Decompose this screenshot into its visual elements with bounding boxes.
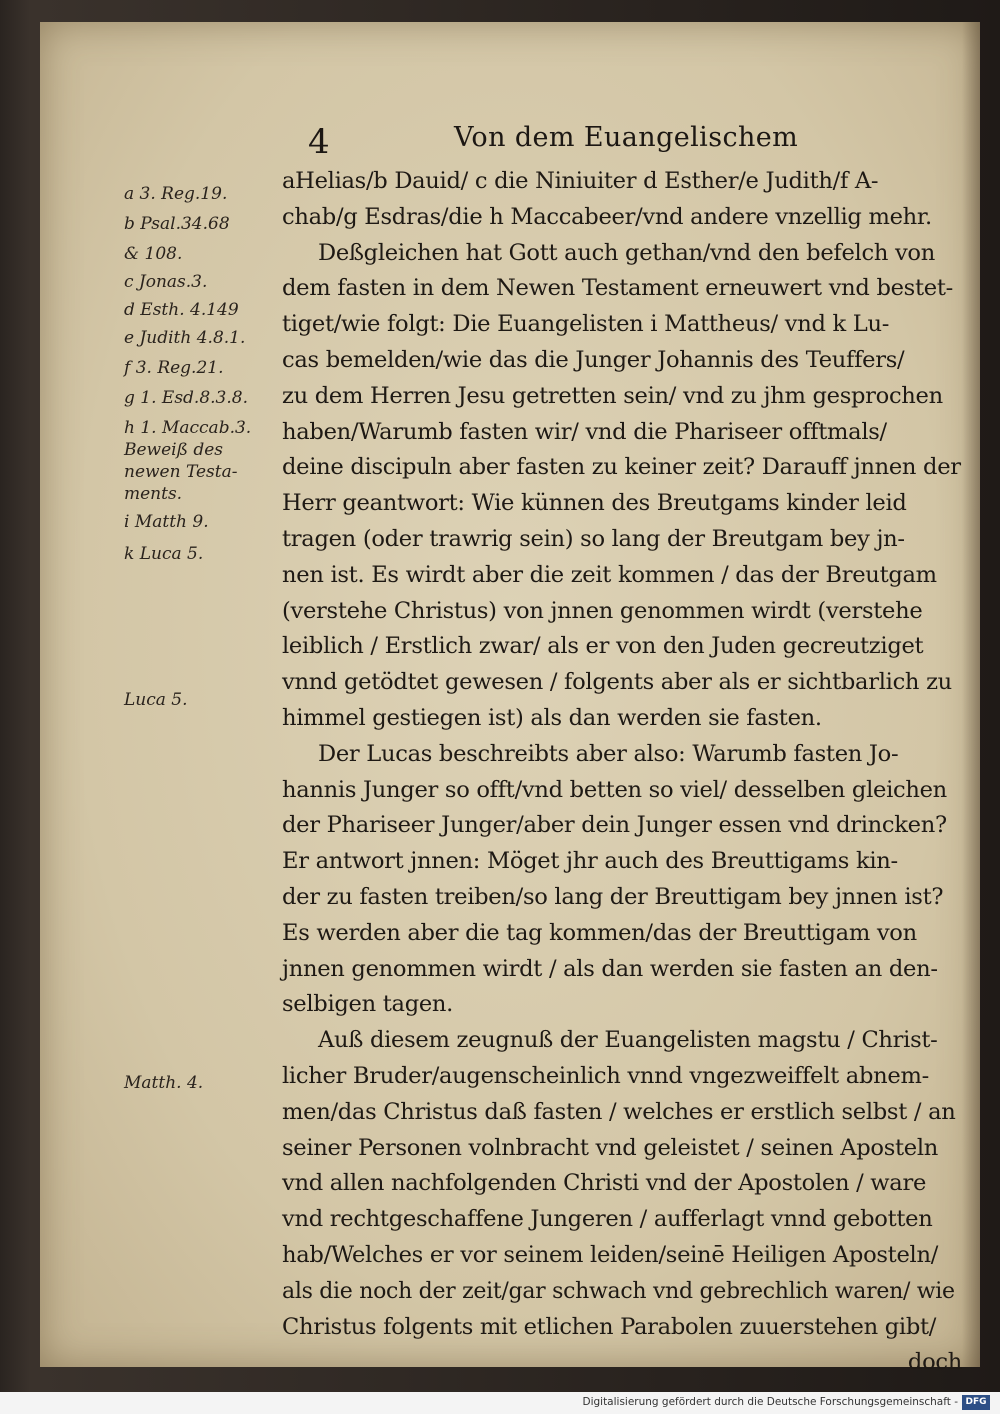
text-line: leiblich / Erstlich zwar/ als er von den Juden gecreutziget (282, 633, 924, 660)
margin-note: g 1. Esd.8.3.8. (124, 388, 248, 408)
margin-note: a 3. Reg.19. (124, 184, 228, 204)
text-line: tragen (oder trawrig sein) so lang der Breutgam bey jn- (282, 525, 905, 552)
text-line: der zu fasten treiben/so lang der Breuttigam bey jnnen ist? (282, 883, 944, 910)
text-line: dem fasten in dem Newen Testament erneuwert vnd bestet- (282, 275, 953, 302)
text-line: licher Bruder/augenscheinlich vnnd vngezweiffelt abnem- (282, 1062, 929, 1089)
text-line: Der Lucas beschreibts aber also: Warumb fasten Jo- (318, 740, 899, 767)
text-line: tiget/wie folgt: Die Euangelisten i Mattheus/ vnd k Lu- (282, 311, 890, 338)
margin-note: ments. (124, 484, 183, 504)
text-line: seiner Personen volnbracht vnd geleistet / seinen Aposteln (282, 1134, 939, 1161)
text-line: hannis Junger so offt/vnd betten so viel/ desselben gleichen (282, 776, 947, 803)
margin-note: Matth. 4. (124, 1073, 204, 1093)
text-line: Christus folgents mit etlichen Parabolen zuuerstehen gibt/ (282, 1313, 937, 1340)
text-line: Herr geantwort: Wie künnen des Breutgams kinder leid (282, 490, 907, 517)
margin-note: i Matth 9. (124, 512, 209, 532)
margin-note: h 1. Maccab.3. (124, 418, 252, 438)
margin-note: k Luca 5. (124, 544, 204, 564)
text-line: aHelias/b Dauid/ c die Niniuiter d Esther/e Judith/f A- (282, 168, 879, 194)
text-line: Es werden aber die tag kommen/das der Breuttigam von (282, 919, 917, 946)
footer-bar (0, 1392, 1000, 1414)
text-line: Auß diesem zeugnuß der Euangelisten magstu / Christ- (318, 1027, 938, 1054)
body-text (282, 164, 962, 1381)
text-line: himmel gestiegen ist) als dan werden sie fasten. (282, 704, 822, 731)
text-line: Er antwort jnnen: Möget jhr auch des Breuttigams kin- (282, 848, 898, 875)
margin-note: d Esth. 4.149 (124, 300, 239, 320)
scanned-page (40, 22, 980, 1376)
margin-note: b Psal.34.68 (124, 214, 230, 234)
text-line: als die noch der zeit/gar schwach vnd gebrechlich waren/ wie (282, 1278, 955, 1304)
margin-note: c Jonas.3. (124, 272, 208, 292)
text-line: selbigen tagen. (282, 991, 454, 1018)
text-line: vnd rechtgeschaffene Jungeren / aufferlagt vnnd gebotten (282, 1206, 933, 1233)
text-line: vnnd getödtet gewesen / folgents aber als er sichtbarlich zu (282, 669, 952, 696)
dfg-logo: DFG (962, 1395, 990, 1410)
text-line: der Phariseer Junger/aber dein Junger essen vnd drincken? (282, 812, 947, 839)
text-line: chab/g Esdras/die h Maccabeer/vnd andere vnzellig mehr. (282, 203, 932, 230)
margin-note: f 3. Reg.21. (124, 358, 224, 378)
text-line: nen ist. Es wirdt aber die zeit kommen / das der Breutgam (282, 561, 937, 588)
running-head: Von dem Euangelischem (454, 122, 799, 153)
text-line: haben/Warumb fasten wir/ vnd die Phariseer offtmals/ (282, 418, 887, 445)
text-line: jnnen genommen wirdt / als dan werden sie fasten an den- (282, 955, 938, 982)
text-line: Deßgleichen hat Gott auch gethan/vnd den befelch von (318, 239, 935, 266)
page-number: 4 (308, 122, 330, 162)
text-line: vnd allen nachfolgenden Christi vnd der Apostolen / ware (282, 1170, 927, 1197)
text-line: cas bemelden/wie das die Junger Johannis des Teuffers/ (282, 346, 905, 373)
margin-note: Luca 5. (124, 690, 188, 710)
catchword: doch (907, 1349, 962, 1376)
margin-note: & 108. (124, 244, 183, 264)
text-line: men/das Christus daß fasten / welches er erstlich selbst / an (282, 1098, 956, 1125)
margin-note: Beweiß des (124, 440, 224, 460)
text-line: hab/Welches er vor seinem leiden/seinē Heiligen Aposteln/ (282, 1241, 939, 1268)
text-line: (verstehe Christus) von jnnen genommen wirdt (verstehe (282, 597, 923, 624)
funding-credit: Digitalisierung gefördert durch die Deutsche Forschungsgemeinschaft - (582, 1396, 958, 1408)
text-line: deine discipuln aber fasten zu keiner zeit? Darauff jnnen der (282, 454, 961, 481)
margin-note: newen Testa- (124, 462, 238, 482)
margin-note: e Judith 4.8.1. (124, 328, 246, 348)
text-line: zu dem Herren Jesu getretten sein/ vnd zu jhm gesprochen (282, 382, 943, 409)
